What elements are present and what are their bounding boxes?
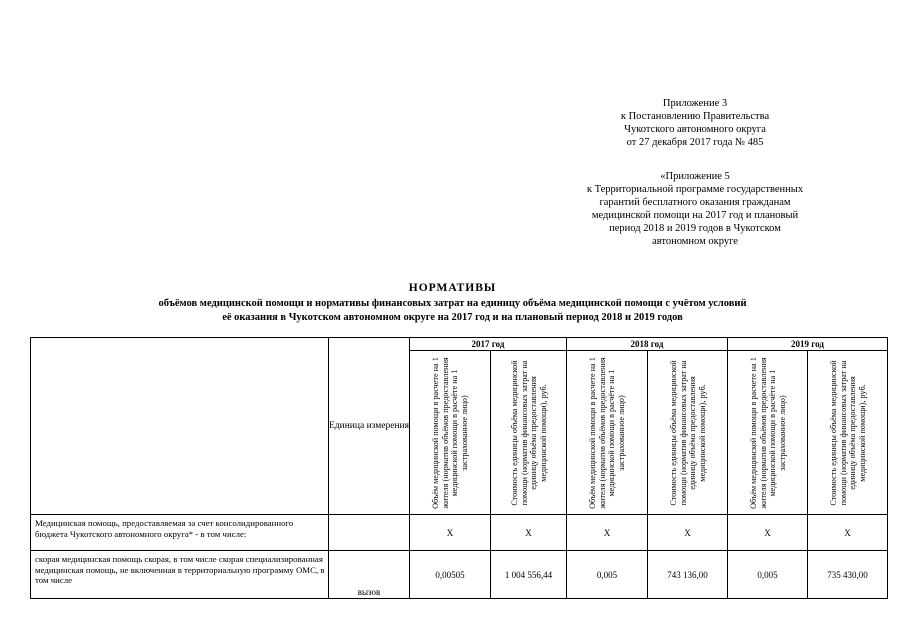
table-row: [31, 551, 888, 599]
cost-header-text: Стоимость единицы объёма медицинской помощи (норматив финансовых затрат на единицу объёма предоставления медицинской помощи), руб.: [509, 359, 548, 506]
volume-header-text: Объём медицинской помощи в расчете на 1 жителя (норматив объёмов предоставления медицинской помощи в расчёте на 1 застрахованное лицо): [587, 356, 626, 509]
appendix-3-block: [585, 97, 805, 149]
appendix-3-line: Чукотского автономного округа: [624, 124, 766, 135]
value-cell: Х: [410, 515, 491, 551]
volume-header-cell: [728, 351, 808, 515]
value-cell: 1 004 556,44: [491, 551, 567, 599]
appendix-5-line: гарантий бесплатного оказания гражданам: [599, 197, 791, 208]
table-row: [31, 515, 888, 551]
value-cell: 743 136,00: [648, 551, 728, 599]
value-cell: Х: [648, 515, 728, 551]
appendix-5-block: [550, 170, 840, 248]
year-header-2017: 2017 год: [410, 338, 567, 351]
cost-header-text: Стоимость единицы объёма медицинской помощи (норматив финансовых затрат на единицу объёма предоставления медицинской помощи), руб.: [828, 359, 867, 506]
document-title: НОРМАТИВЫ: [408, 282, 497, 294]
appendix-5-line: «Приложение 5: [660, 171, 730, 182]
cost-header-cell: [808, 351, 888, 515]
value-cell: Х: [567, 515, 648, 551]
appendix-5-line: к Территориальной программе государственных: [586, 184, 804, 195]
value-cell: 735 430,00: [808, 551, 888, 599]
header-empty-cell: [31, 338, 329, 515]
row-label: [31, 515, 329, 551]
value-cell: Х: [728, 515, 808, 551]
cost-header-text: Стоимость единицы объёма медицинской помощи (норматив финансовых затрат на единицу объёма предоставления медицинской помощи), руб.: [668, 359, 707, 506]
appendix-3-line: Приложение 3: [662, 98, 728, 109]
volume-header-text: Объём медицинской помощи в расчете на 1 жителя (норматив объёмов предоставления медицинской помощи в расчёте на 1 застрахованное лицо): [748, 356, 787, 509]
value-cell: Х: [808, 515, 888, 551]
row-unit: [329, 515, 410, 551]
value-cell: 0,005: [728, 551, 808, 599]
appendix-3-line: от 27 декабря 2017 года № 485: [626, 137, 764, 148]
cost-header-cell: [648, 351, 728, 515]
appendix-3-line: к Постановлению Правительства: [620, 111, 770, 122]
subtitle-line: её оказания в Чукотском автономном округе на 2017 год и на плановый период 2018 и 2019 годов: [222, 312, 683, 323]
appendix-5-line: автономном округе: [652, 236, 738, 247]
row-unit: вызов: [329, 551, 410, 599]
volume-header-text: Объём медицинской помощи в расчете на 1 жителя (норматив объёмов предоставления медицинской помощи в расчёте на 1 застрахованное лицо): [430, 356, 469, 509]
document-subtitle: [60, 297, 845, 325]
year-header-2019: 2019 год: [728, 338, 888, 351]
row-label-text: скорая медицинская помощь скорая, в том числе скорая специализированная медицинская помощь, не включенная в территориальную программу ОМС, в том числе: [35, 554, 325, 585]
row-label-text: Медицинская помощь, предоставляемая за счет консолидированного бюджета Чукотского автономного округа*: [35, 518, 294, 539]
value-cell: 0,00505: [410, 551, 491, 599]
value-cell: Х: [491, 515, 567, 551]
row-label-suffix: - в том числе:: [193, 528, 247, 539]
value-cell: 0,005: [567, 551, 648, 599]
row-label: [31, 551, 329, 599]
appendix-5-line: период 2018 и 2019 годов в Чукотском: [609, 223, 781, 234]
normatives-table: [30, 337, 888, 599]
subtitle-line: объёмов медицинской помощи и нормативы финансовых затрат на единицу объёма медицинской помощи с учётом условий: [158, 298, 747, 309]
cost-header-cell: [491, 351, 567, 515]
volume-header-cell: [410, 351, 491, 515]
year-header-2018: 2018 год: [567, 338, 728, 351]
volume-header-cell: [567, 351, 648, 515]
appendix-5-line: медицинской помощи на 2017 год и плановый: [591, 210, 799, 221]
unit-header: Единица измерения: [329, 338, 410, 515]
